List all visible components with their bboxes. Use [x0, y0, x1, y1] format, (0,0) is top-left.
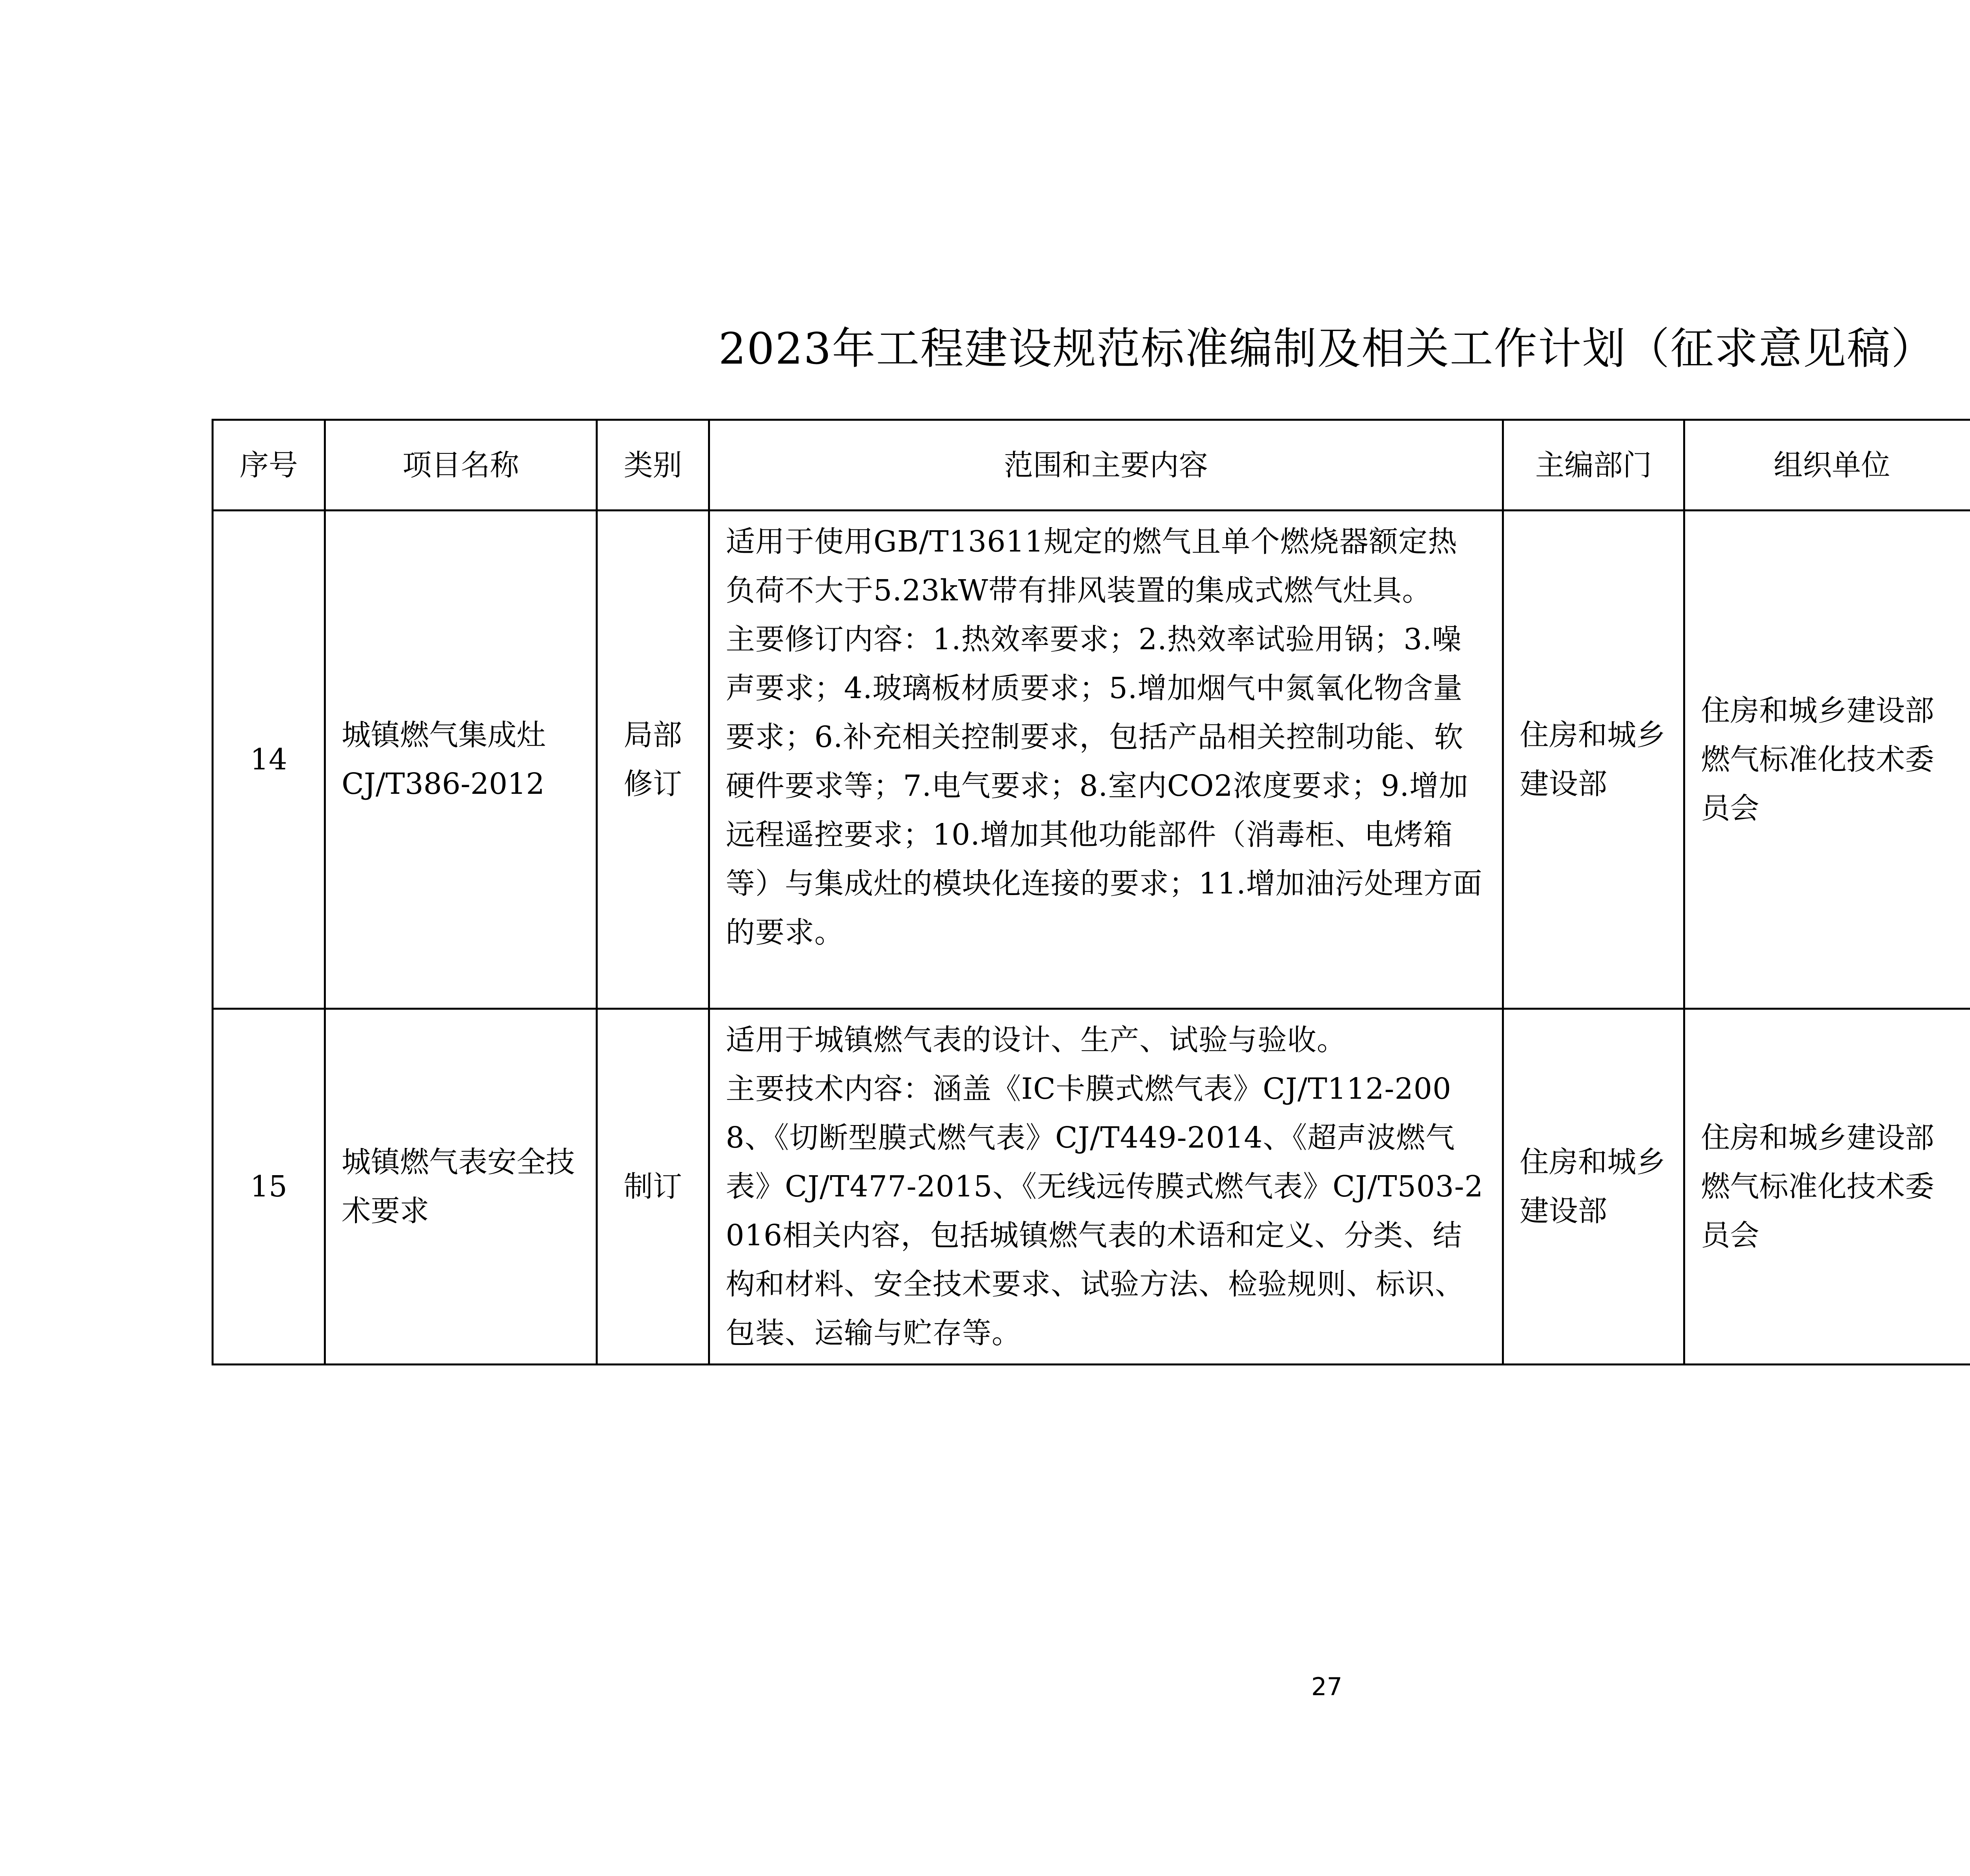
scope-cell — [709, 1009, 1503, 1365]
chief-dept-cell: 住房和城乡建设部 — [1503, 511, 1684, 1009]
table-row — [213, 1009, 1970, 1365]
project-name-cell — [325, 1009, 597, 1365]
org-unit-cell: 住房和城乡建设部燃气标准化技术委员会 — [1684, 511, 1970, 1009]
header-scope: 范围和主要内容 — [709, 420, 1503, 511]
row-number: 15 — [213, 1009, 325, 1365]
page-number: 27 — [1311, 1672, 1342, 1701]
header-chief-dept: 主编部门 — [1503, 420, 1684, 511]
standard-code: CJ/T386-2012 — [342, 767, 545, 801]
category-cell: 制订 — [597, 1009, 709, 1365]
header-org-unit: 组织单位 — [1684, 420, 1970, 511]
project-name: 城镇燃气集成灶 — [342, 718, 546, 752]
scope-cell — [709, 511, 1503, 1009]
project-name-cell — [325, 511, 597, 1009]
header-project-name: 项目名称 — [325, 420, 597, 511]
scope-applicability: 适用于城镇燃气表的设计、生产、试验与验收。 — [726, 1023, 1346, 1057]
scope-main-content: 主要技术内容：涵盖《IC卡膜式燃气表》CJ/T112-2008、《切断型膜式燃气表》CJ/T449-2014、《超声波燃气表》CJ/T477-2015、《无线远传膜式燃气表》CJ/T503-2016相关内容，包括城镇燃气表的术语和定义、分类、结构和材料、安全技术要求、试验方法、检验规则、标识、包装、运输与贮存等。 — [726, 1072, 1484, 1350]
work-plan-table — [212, 419, 1970, 1365]
header-category: 类别 — [597, 420, 709, 511]
project-name: 城镇燃气表安全技术要求 — [342, 1145, 575, 1228]
category-cell: 局部修订 — [597, 511, 709, 1009]
table-header-row — [213, 420, 1970, 511]
scope-applicability: 适用于使用GB/T13611规定的燃气且单个燃烧器额定热负荷不大于5.23kW带有排风装置的集成式燃气灶具。 — [726, 525, 1458, 607]
page-title: 2023年工程建设规范标准编制及相关工作计划（征求意见稿） — [718, 323, 1935, 374]
row-number: 14 — [213, 511, 325, 1009]
table-row — [213, 511, 1970, 1009]
header-serial-number: 序号 — [213, 420, 325, 511]
chief-dept-cell: 住房和城乡建设部 — [1503, 1009, 1684, 1365]
scope-main-content: 主要修订内容：1.热效率要求；2.热效率试验用锅；3.噪声要求；4.玻璃板材质要求；5.增加烟气中氮氧化物含量要求；6.补充相关控制要求，包括产品相关控制功能、软硬件要求等；7.电气要求；8.室内CO2浓度要求；9.增加远程遥控要求；10.增加其他功能部件（消毒柜、电烤箱等）与集成灶的模块化连接的要求；11.增加油污处理方面的要求。 — [726, 622, 1483, 949]
org-unit-cell: 住房和城乡建设部燃气标准化技术委员会 — [1684, 1009, 1970, 1365]
